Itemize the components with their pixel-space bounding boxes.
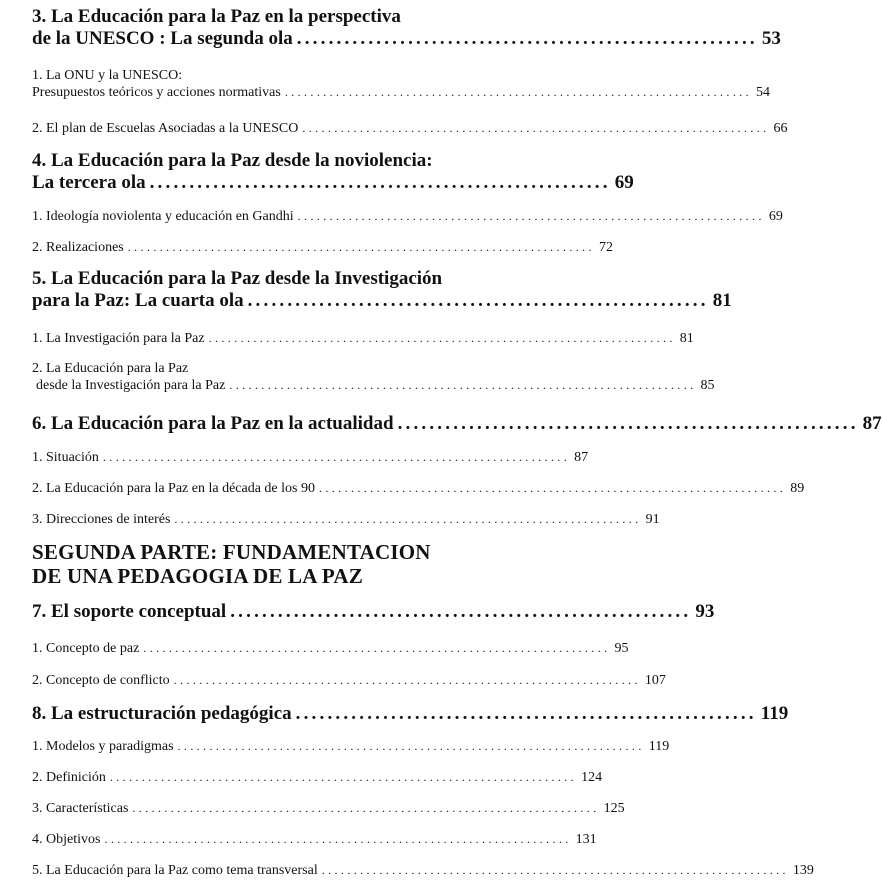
part-title-line: SEGUNDA PARTE: FUNDAMENTACION [32,540,431,564]
page-number: 131 [575,832,597,847]
page-number: 95 [614,641,629,656]
chapter-title-line: para la Paz: La cuarta ola [32,290,244,311]
section-title-line: 4. Objetivos [32,832,101,847]
toc-section [32,672,666,689]
section-title-line: 1. Ideología noviolenta y educación en Gandhi [32,209,294,224]
page-number: 139 [792,863,814,878]
toc-section [32,480,805,497]
page-number: 69 [768,209,783,224]
toc-section [32,239,613,256]
section-title-line: 1. Modelos y paradigmas [32,739,174,754]
dot-leader: ......................................................................... [321,863,789,877]
dot-leader: ......................................................................... [143,641,611,655]
dot-leader: ......................................................................... [177,739,645,753]
page-number: 69 [614,172,634,193]
chapter-title-line: 8. La estructuración pedagógica [32,703,292,724]
page-number: 107 [644,673,666,688]
section-title-line: 5. La Educación para la Paz como tema transversal [32,863,318,878]
toc-section [32,862,814,879]
dot-leader: ......................................................................... [229,378,697,392]
dot-leader: ......................................................................... [302,121,770,135]
toc-section [32,800,625,817]
toc-part-heading [32,540,576,588]
section-title-line: 1. Situación [32,450,99,465]
page-number: 87 [574,450,589,465]
dot-leader: .......................................................... [247,290,709,311]
dot-leader: ......................................................................... [284,85,753,99]
dot-leader: ......................................................................... [104,832,572,846]
page-number: 125 [603,801,625,816]
section-title-line: 2. El plan de Escuelas Asociadas a la UNESCO [32,121,299,136]
toc-chapter-4 [32,150,634,194]
toc-section [32,511,660,528]
section-title-line: 2. Concepto de conflicto [32,673,170,688]
part-title-line: DE UNA PEDAGOGIA DE LA PAZ [32,564,363,588]
page-number: 85 [700,378,715,393]
chapter-title-line: 3. La Educación para la Paz en la perspectiva [32,6,401,27]
page-number: 66 [773,121,788,136]
chapter-title-line: La tercera ola [32,172,146,193]
page-number: 72 [598,240,613,255]
dot-leader: ......................................................................... [102,450,571,464]
dot-leader: .......................................................... [149,172,611,193]
toc-section [32,449,589,466]
dot-leader: ......................................................................... [173,673,641,687]
dot-leader: .......................................................... [295,703,757,724]
section-title-line: desde la Investigación para la Paz [36,378,226,393]
toc-chapter-7 [32,601,715,623]
chapter-title-line: 4. La Educación para la Paz desde la noviolencia: [32,150,433,171]
dot-leader: ......................................................................... [208,331,676,345]
page-number: 89 [790,481,805,496]
toc-chapter-3 [32,6,781,50]
dot-leader: ......................................................................... [109,770,578,784]
dot-leader: .......................................................... [296,28,758,49]
section-title-line: 3. Características [32,801,129,816]
toc-section [32,120,788,137]
dot-leader: ......................................................................... [318,481,787,495]
toc-chapter-8 [32,703,789,725]
dot-leader: .......................................................... [230,601,692,622]
page-number: 93 [695,601,715,622]
toc-section [32,831,597,848]
toc-chapter-5 [32,268,732,312]
dot-leader: ......................................................................... [297,209,765,223]
toc-section [32,330,694,347]
page-number: 119 [760,703,789,724]
section-title-line: 2. La Educación para la Paz [32,361,189,376]
toc-section [32,640,629,657]
toc-section [32,769,603,786]
page-number: 91 [645,512,660,527]
page-number: 54 [756,85,771,100]
page-number: 81 [712,290,732,311]
toc-chapter-6 [32,413,882,435]
section-title-line: 1. La ONU y la UNESCO: [32,68,183,83]
page-number: 87 [862,413,882,434]
page-number: 53 [761,28,781,49]
page-number: 119 [648,739,670,754]
dot-leader: .......................................................... [397,413,859,434]
page-number: 124 [581,770,603,785]
section-title-line: 2. La Educación para la Paz en la década de los 90 [32,481,315,496]
toc-section [32,361,715,394]
chapter-title-line: 5. La Educación para la Paz desde la Investigación [32,268,443,289]
toc-section [32,738,670,755]
section-title-line: 2. Definición [32,770,106,785]
page-number: 81 [679,331,694,346]
chapter-title-line: de la UNESCO : La segunda ola [32,28,293,49]
toc-section [32,68,771,101]
section-title-line: Presupuestos teóricos y acciones normativas [32,85,281,100]
toc-section [32,208,783,225]
dot-leader: ......................................................................... [174,512,642,526]
section-title-line: 2. Realizaciones [32,240,124,255]
section-title-line: 3. Direcciones de interés [32,512,171,527]
section-title-line: 1. La Investigación para la Paz [32,331,205,346]
chapter-title-line: 6. La Educación para la Paz en la actualidad [32,413,394,434]
chapter-title-line: 7. El soporte conceptual [32,601,227,622]
dot-leader: ......................................................................... [132,801,600,815]
section-title-line: 1. Concepto de paz [32,641,140,656]
dot-leader: ......................................................................... [127,240,595,254]
